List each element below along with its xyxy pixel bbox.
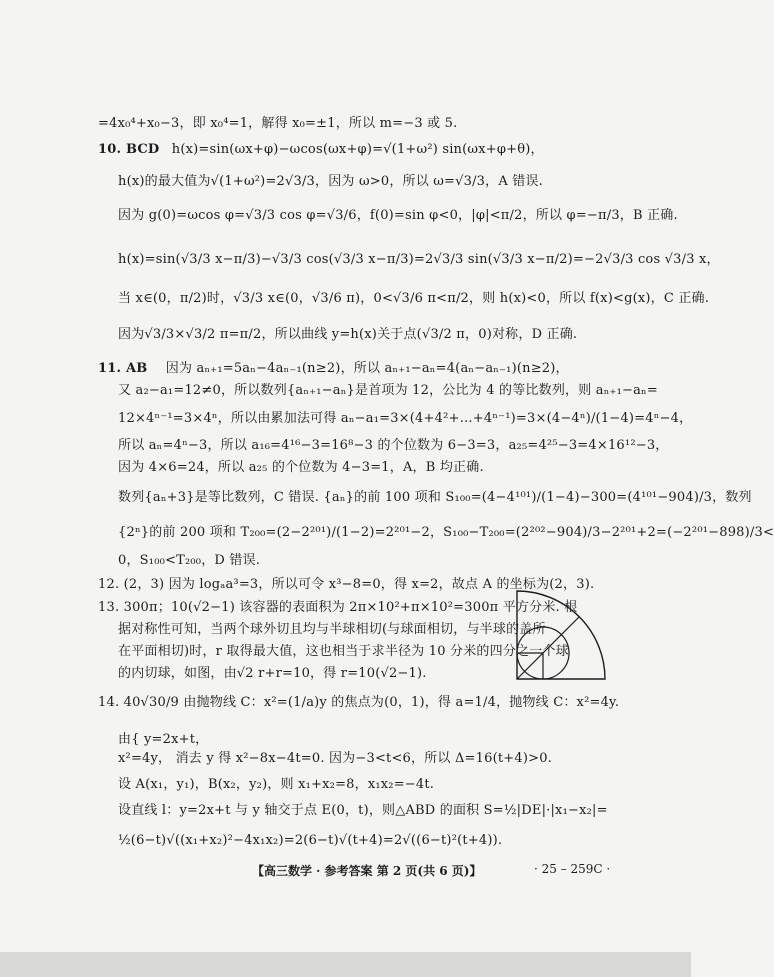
text-line: x²=4y， 消去 y 得 x²−8x−4t=0. 因为−3<t<6，所以 Δ=16(t+4)>0.	[118, 751, 553, 766]
text-line: 设直线 l：y=2x+t 与 y 轴交于点 E(0，t)，则△ABD 的面积 S=½|DE|·|x₁−x₂|=	[118, 803, 608, 818]
text-line: h(x)的最大值为√(1+ω²)=2√3/3，因为 ω>0，所以 ω=√3/3，A 错误.	[118, 174, 544, 189]
text-line: 所以 aₙ=4ⁿ−3，所以 a₁₆=4¹⁶−3=16⁸−3 的个位数为 6−3=3，a₂₅=4²⁵−3=4×16¹²−3，	[118, 438, 669, 453]
scan-edge	[0, 952, 691, 977]
text-line: 又 a₂−a₁=12≠0，所以数列{aₙ₊₁−aₙ}是首项为 12，公比为 4 的等比数列，则 aₙ₊₁−aₙ=	[118, 383, 658, 398]
question-number: 11. AB	[98, 361, 148, 376]
text-line: 因为√3/3×√3/2 π=π/2，所以曲线 y=h(x)关于点(√3/2 π，0)对称，D 正确.	[118, 327, 578, 342]
text-line: 数列{aₙ+3}是等比数列，C 错误. {aₙ}的前 100 项和 S₁₀₀=(4−4¹⁰¹)/(1−4)−300=(4¹⁰¹−904)/3，数列	[118, 490, 752, 505]
quarter-sphere-figure	[513, 587, 609, 683]
text-line: 在平面相切)时，r 取得最大值，这也相当于求半径为 10 分米的四分之一个球	[118, 644, 569, 659]
question-12: 12. (2，3) 因为 logₐa³=3，所以可令 x³−8=0，得 x=2，故点 A 的坐标为(2，3).	[98, 577, 595, 592]
question-13: 13. 300π；10(√2−1) 该容器的表面积为 2π×10²+π×10²=300π 平方分米. 根	[98, 600, 578, 615]
text-line: h(x)=sin(ωx+φ)−ωcos(ωx+φ)=√(1+ω²) sin(ωx+φ+θ)，	[171, 142, 544, 157]
page-footer	[0, 862, 691, 880]
question-10-header	[98, 141, 641, 159]
text-line: 因为 aₙ₊₁=5aₙ−4aₙ₋₁(n≥2)，所以 aₙ₊₁−aₙ=4(aₙ−aₙ₋₁)(n≥2)，	[165, 361, 569, 376]
text-line: ½(6−t)√((x₁+x₂)²−4x₁x₂)=2(6−t)√(t+4)=2√((6−t)²(t+4)).	[118, 833, 503, 848]
text-line: 当 x∈(0，π/2)时，√3/3 x∈(0，√3/6 π)，0<√3/6 π<π/2，则 h(x)<0，所以 f(x)<g(x)，C 正确.	[118, 291, 710, 306]
question-number: 10. BCD	[98, 142, 160, 157]
text-line: {2ⁿ}的前 200 项和 T₂₀₀=(2−2²⁰¹)/(1−2)=2²⁰¹−2，S₁₀₀−T₂₀₀=(2²⁰²−904)/3−2²⁰¹+2=(−2²⁰¹−898)/3<	[118, 525, 774, 540]
text-line: 因为 4×6=24，所以 a₂₅ 的个位数为 4−3=1，A，B 均正确.	[118, 460, 484, 475]
text-line: 12×4ⁿ⁻¹=3×4ⁿ，所以由累加法可得 aₙ−a₁=3×(4+4²+…+4ⁿ⁻¹)=3×(4−4ⁿ)/(1−4)=4ⁿ−4，	[118, 411, 693, 426]
text-line: 据对称性可知，当两个球外切且均与半球相切(与球面相切，与半球的盖所	[118, 622, 546, 637]
text-line: 设 A(x₁，y₁)，B(x₂，y₂)，则 x₁+x₂=8，x₁x₂=−4t.	[118, 777, 435, 792]
text-line: 由{ y=2x+t，	[118, 732, 209, 747]
footer-code: · 25 – 259C ·	[534, 862, 611, 876]
footer-title: 【高三数学 · 参考答案 第 2 页(共 6 页)】	[252, 864, 482, 878]
text-line: 因为 g(0)=ωcos φ=√3/3 cos φ=√3/6，f(0)=sin φ<0，|φ|<π/2，所以 φ=−π/3，B 正确.	[118, 208, 678, 223]
text-line: h(x)=sin(√3/3 x−π/3)−√3/3 cos(√3/3 x−π/3)=2√3/3 sin(√3/3 x−π/2)=−2√3/3 cos √3/3 x，	[118, 252, 720, 267]
question-11-header	[98, 360, 641, 378]
text-line: =4x₀⁴+x₀−3，即 x₀⁴=1，解得 x₀=±1，所以 m=−3 或 5.	[98, 116, 458, 131]
text-line: 的内切球，如图，由√2 r+r=10，得 r=10(√2−1).	[118, 666, 427, 681]
question-14: 14. 40√30/9 由抛物线 C：x²=(1/a)y 的焦点为(0，1)，得 a=1/4，抛物线 C：x²=4y.	[98, 695, 620, 710]
text-line: 0，S₁₀₀<T₂₀₀，D 错误.	[118, 553, 261, 568]
